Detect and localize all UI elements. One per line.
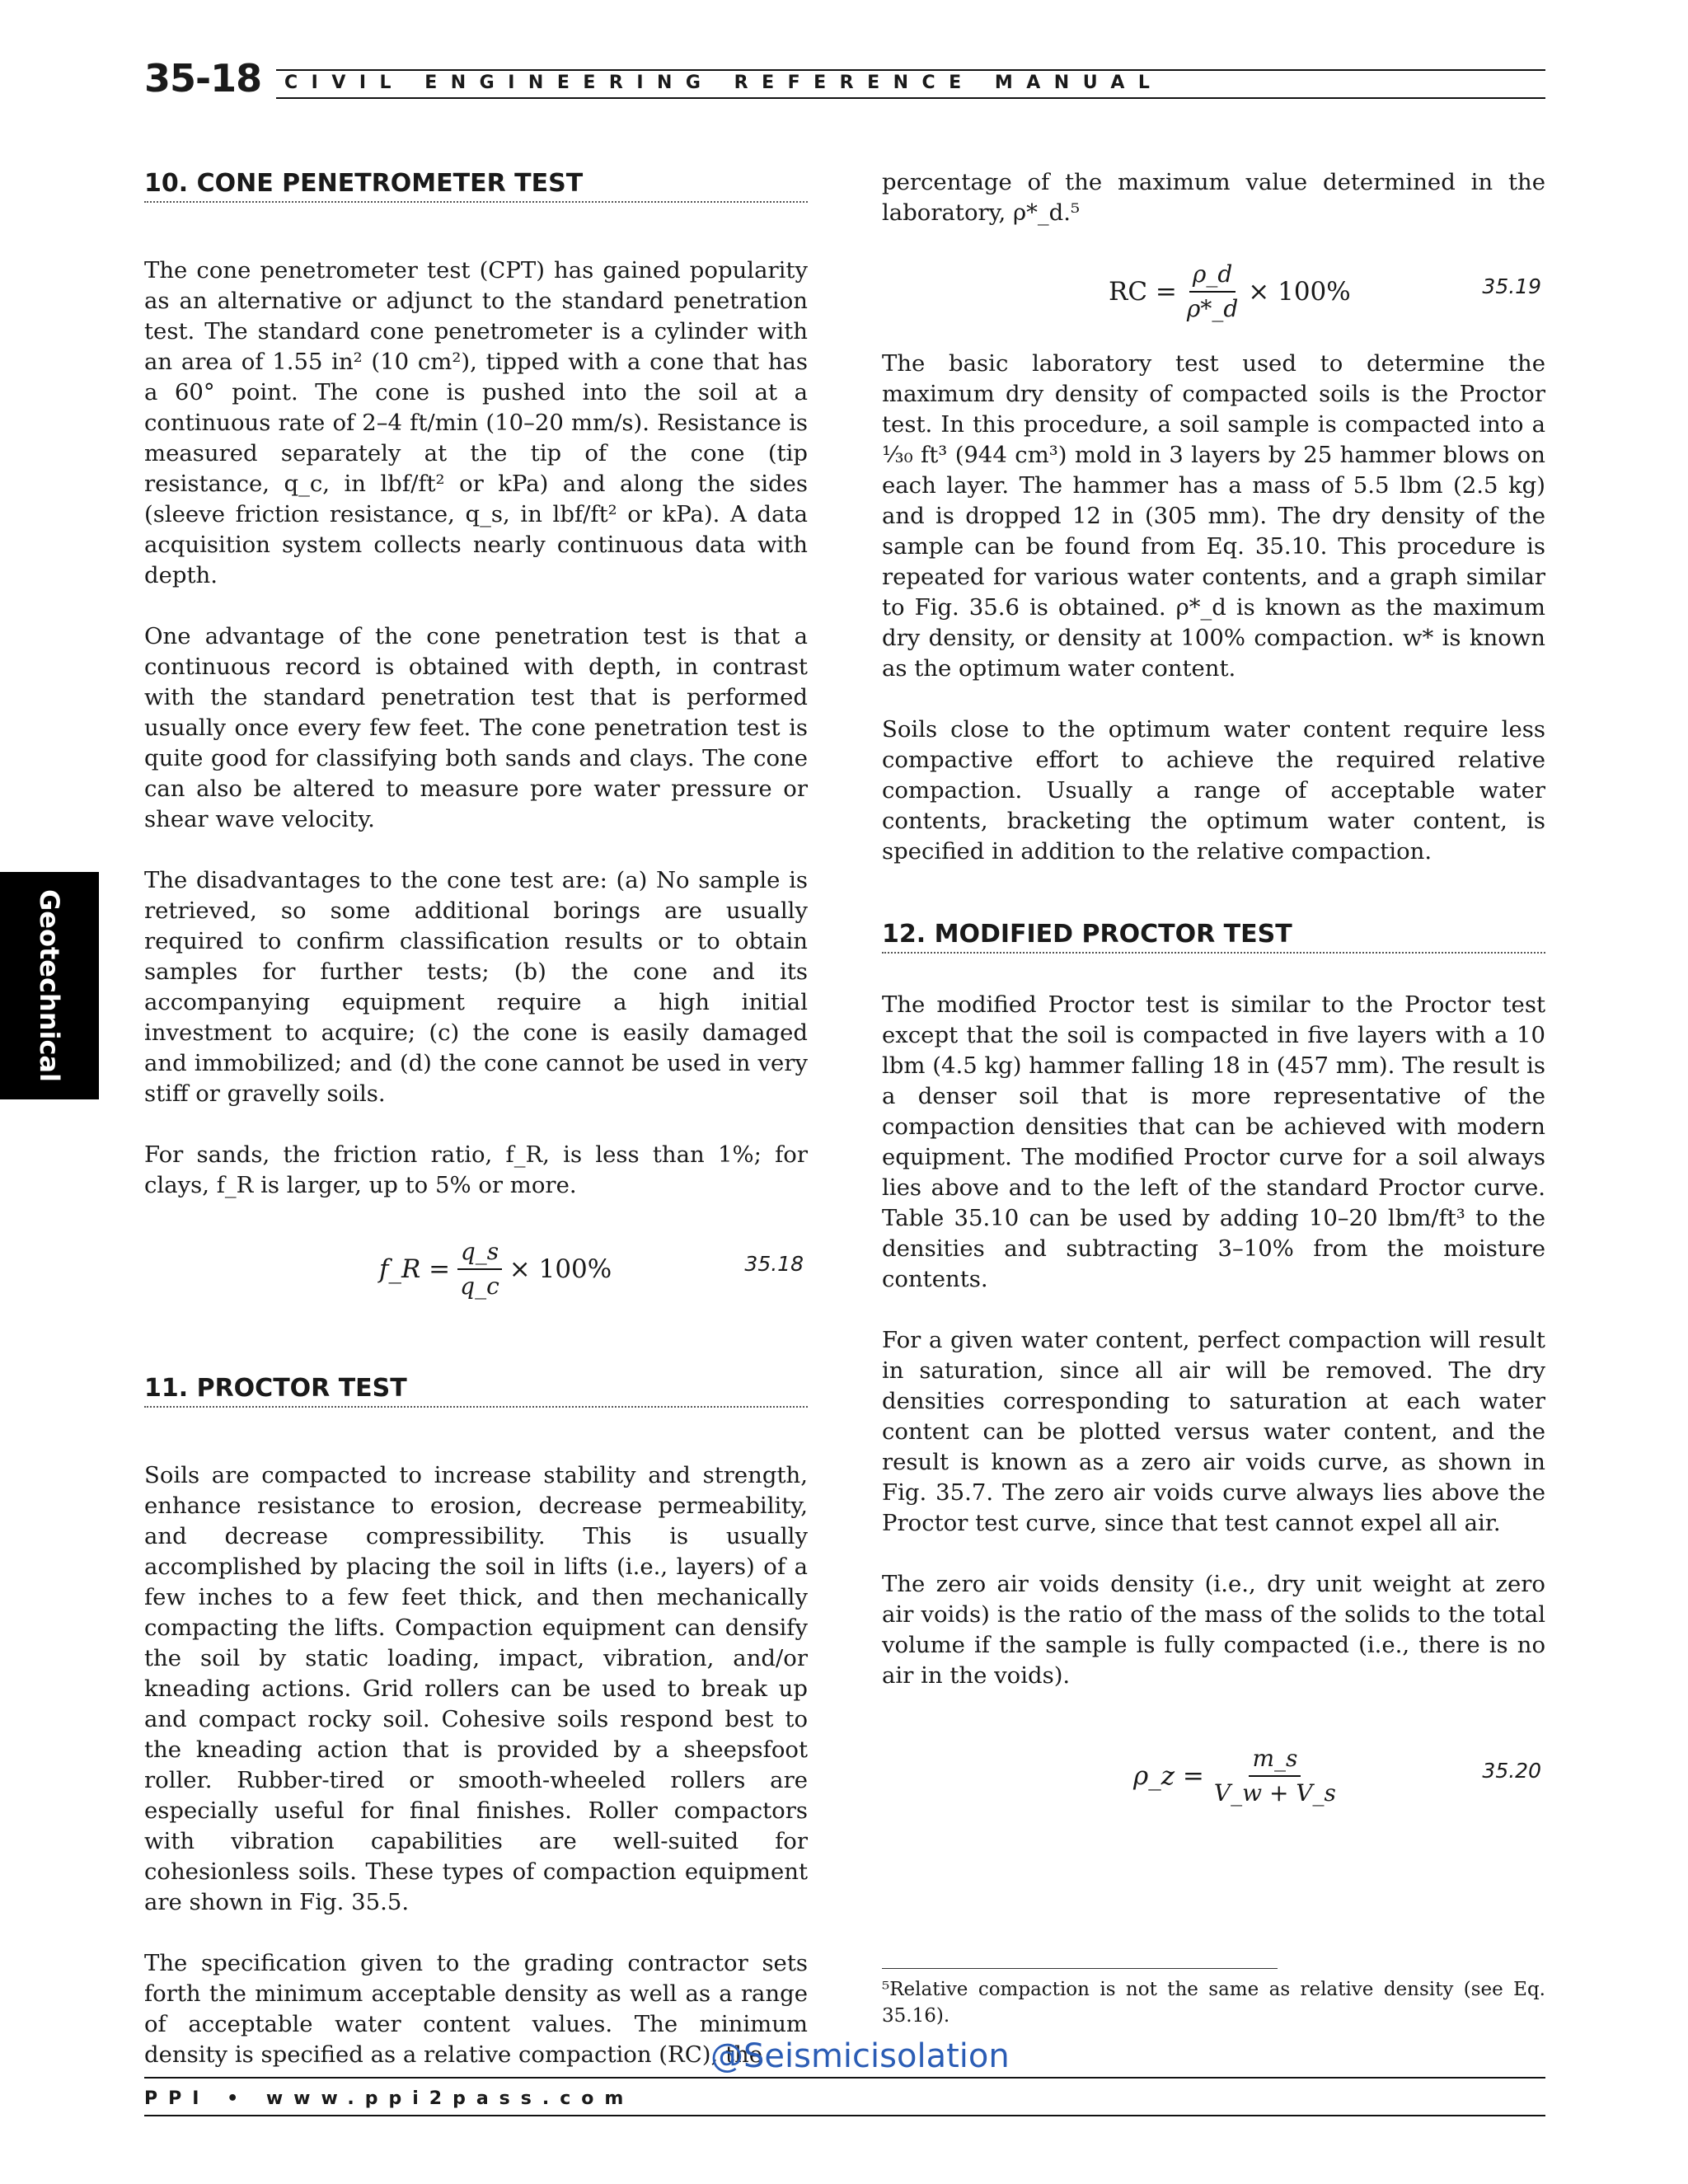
equation-numerator: ρ_d — [1189, 260, 1236, 293]
equation-lhs: f_R = — [379, 1254, 451, 1284]
equation-rhs: × 100% — [1248, 277, 1351, 307]
equation-lhs: RC = — [1109, 277, 1177, 307]
equation-35-18 — [144, 1217, 808, 1308]
equation-35-19 — [882, 240, 1545, 330]
footnote-rule — [882, 1968, 1278, 1969]
equation-numerator: m_s — [1249, 1745, 1301, 1777]
footer-rule — [144, 2077, 1545, 2079]
section-10-paragraph: The cone penetrometer test (CPT) has gained popularity as an alternative or adjunct to the standard penetration test. The standard cone penetrometer is a cylinder with an area of 1.55 in² (10 cm²), tipped with a cone that has a 60° point. The cone is pushed into the soil at a continuous rate of 2–4 ft/min (10–20 mm/s). Resistance is measured separately at the tip of the cone (tip resistance, q_c, in lbf/ft² or kPa) and along the sides (sleeve friction resistance, q_s, in lbf/ft² or kPa). A data acquisition system collects nearly continuous data with depth. — [144, 257, 808, 588]
left-column — [144, 161, 808, 2070]
section-10-paragraph: The disadvantages to the cone test are: (a) No sample is retrieved, so some additional borings are usually required to confirm classification results or to obtain samples for further tests; (b) the cone and its accompanying equipment require a high initial investment to acquire; (c) the cone is easily damaged and immobilized; and (d) the cone cannot be used in very stiff or gravelly soils. — [144, 867, 808, 1107]
continuation-paragraph: percentage of the maximum value determined in the laboratory, ρ*_d.⁵ — [882, 169, 1545, 226]
footer-rule-bottom — [144, 2115, 1545, 2116]
side-tab — [0, 872, 99, 1099]
section-12-paragraph: The zero air voids density (i.e., dry unit weight at zero air voids) is the ratio of the mass of the solids to the total volume if the sample is fully compacted (i.e., there is no air in the voids). — [882, 1571, 1545, 1689]
equation-fraction — [1184, 260, 1241, 323]
section-10-paragraph: For sands, the friction ratio, f_R, is less than 1%; for clays, f_R is larger, up to 5% or more. — [144, 1141, 808, 1198]
section-12-heading: 12. MODIFIED PROCTOR TEST — [882, 920, 1545, 954]
section-11-paragraph: Soils are compacted to increase stability and strength, enhance resistance to erosion, decrease permeability, and decrease compressibility. This is usually accomplished by placing the soil in lifts (i.e., layers) of a few inches to a few feet thick, and then mechanically compacting the lifts. Compaction equipment can densify the soil by static loading, impact, vibration, and/or kneading actions. Grid rollers can be used to break up and compact rocky soil. Cohesive soils respond best to the kneading action that is provided by a sheepsfoot roller. Rubber-tired or smooth-wheeled rollers are especially useful for final finishes. Roller compactors with vibration capabilities are well-suited for cohesionless soils. These types of compaction equipment are shown in Fig. 35.5. — [144, 1462, 808, 1915]
page-number: 35-18 — [144, 56, 262, 101]
footer-text: PPI • www.ppi2pass.com — [144, 2088, 635, 2109]
equation-number: 35.20 — [1482, 1759, 1541, 1783]
equation-rhs: × 100% — [509, 1254, 612, 1284]
section-11-heading: 11. PROCTOR TEST — [144, 1374, 808, 1408]
equation-number: 35.19 — [1482, 274, 1541, 298]
section-12-paragraph: For a given water content, perfect compaction will result in saturation, since all air will be removed. The dry densities corresponding to saturation at each water content can be plotted versus water content, and the result is known as a zero air voids curve, as shown in Fig. 35.7. The zero air voids curve always lies above the Proctor test curve, since that test cannot expel all air. — [882, 1327, 1545, 1536]
section-10-paragraph: One advantage of the cone penetration test is that a continuous record is obtained with depth, in contrast with the standard penetration test that is performed usually once every few feet. The cone penetration test is quite good for classifying both sands and clays. The cone can also be altered to measure pore water pressure or shear wave velocity. — [144, 623, 808, 832]
equation-fraction — [1211, 1745, 1339, 1807]
equation-denominator: ρ*_d — [1186, 295, 1239, 322]
proctor-paragraph: The basic laboratory test used to determine the maximum dry density of compacted soils is the Proctor test. In this procedure, a soil sample is compacted into a ¹⁄₃₀ ft³ (944 cm³) mold in 3 layers by 25 hammer blows on each layer. The hammer has a mass of 5.5 lbm (2.5 kg) and is dropped 12 in (305 mm). The dry density of the sample can be found from Eq. 35.10. This procedure is repeated for various water contents, and a graph similar to Fig. 35.6 is obtained. ρ*_d is known as the maximum dry density, or density at 100% compaction. w* is known as the optimum water content. — [882, 350, 1545, 682]
equation-number: 35.18 — [744, 1252, 804, 1276]
proctor-paragraph: Soils close to the optimum water content require less compactive effort to achieve the required relative compaction. Usually a range of acceptable water contents, bracketing the optimum water content, is specified in addition to the relative compaction. — [882, 716, 1545, 865]
section-10-heading: 10. CONE PENETROMETER TEST — [144, 169, 808, 203]
equation-denominator: V_w + V_s — [1213, 1779, 1336, 1807]
equation-numerator: q_s — [457, 1238, 502, 1270]
section-11-paragraph: The specification given to the grading contractor sets forth the minimum acceptable density as well as a range of acceptable water content values. The minimum density is specified as a relative compaction (RC), the — [144, 1950, 808, 2068]
equation-lhs: ρ_z = — [1133, 1761, 1204, 1791]
section-12-paragraph: The modified Proctor test is similar to the Proctor test except that the soil is compacted in five layers with a 10 lbm (4.5 kg) hammer falling 18 in (457 mm). The result is a denser soil that is more representative of the compaction densities that can be achieved with modern equipment. The modified Proctor curve for a soil always lies above and to the left of the standard Proctor curve. Table 35.10 can be used by adding 10–20 lbm/ft³ to the densities and subtracting 3–10% from the moisture contents. — [882, 991, 1545, 1292]
equation-fraction — [457, 1238, 503, 1301]
right-column — [882, 161, 1545, 1815]
equation-denominator: q_c — [460, 1272, 499, 1300]
watermark: @Seismicisolation — [710, 2037, 1010, 2075]
header-rule-bottom — [276, 97, 1545, 99]
footnote: ⁵Relative compaction is not the same as relative density (see Eq. 35.16). — [882, 1979, 1545, 2027]
equation-35-20 — [882, 1724, 1545, 1815]
side-tab-label: Geotechnical — [34, 889, 65, 1082]
header-rule-top — [276, 69, 1545, 71]
running-head: CIVIL ENGINEERING REFERENCE MANUAL — [284, 73, 1164, 93]
